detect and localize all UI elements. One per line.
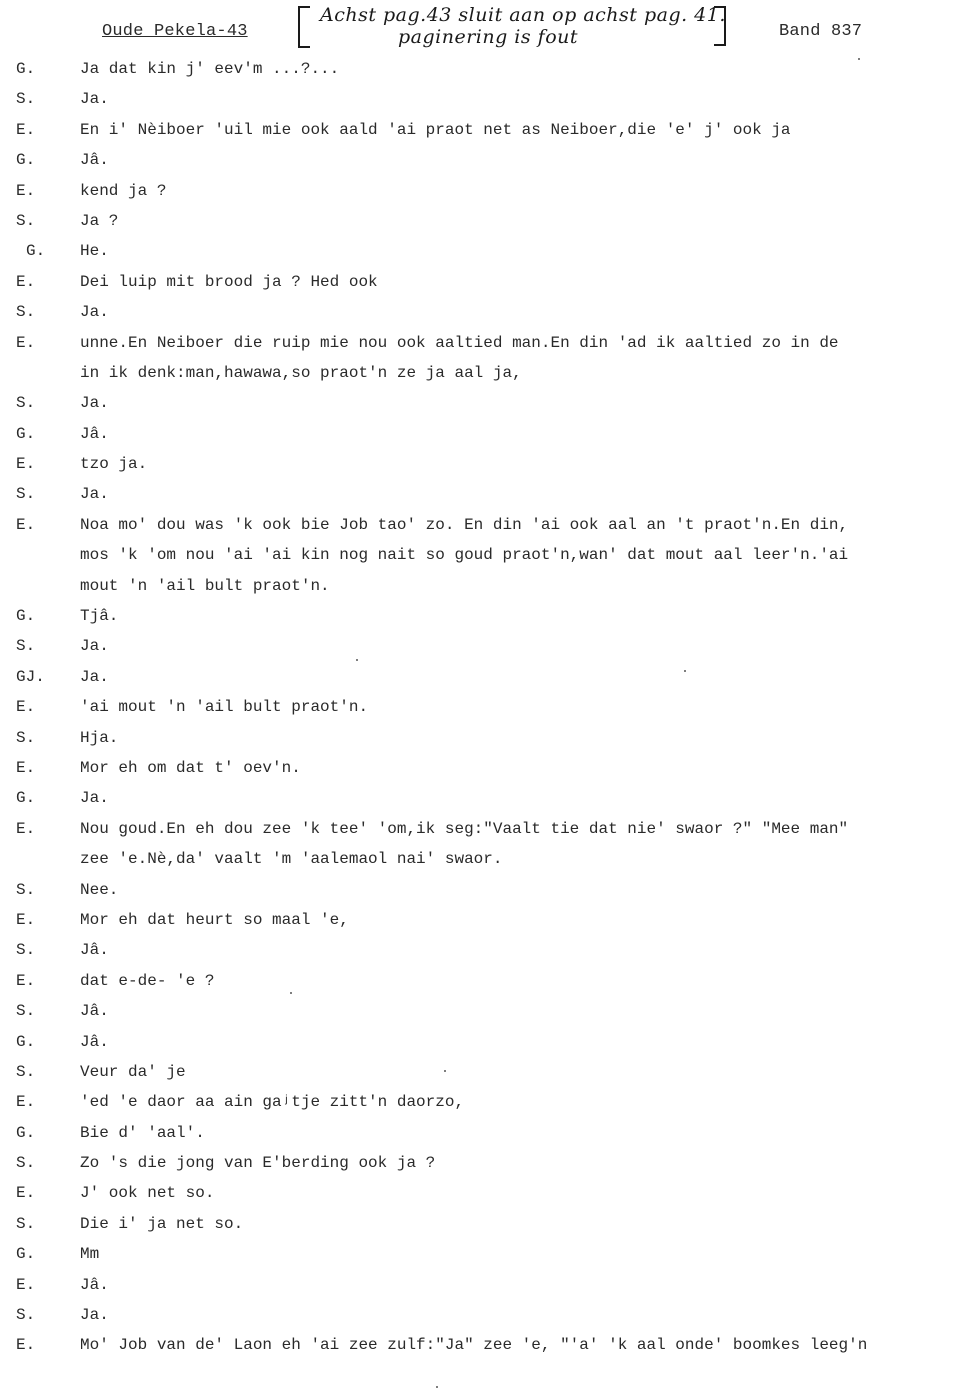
utterance-text: Ja.	[80, 789, 109, 808]
transcript-line	[0, 449, 973, 479]
speaker-label: G.	[26, 242, 46, 261]
speaker-label: G.	[16, 60, 36, 78]
speaker-label: S.	[16, 1062, 36, 1081]
transcript-line	[0, 783, 973, 813]
utterance-text: Mo' Job van de' Laon eh 'ai zee zulf:"Ja" zee 'e, "'a' 'k aal onde' boomkes leeg'n	[80, 1336, 868, 1355]
utterance-text: Nee.	[80, 880, 119, 899]
utterance-text: Dei luip mit brood ja ? Hed ook	[80, 272, 378, 291]
speaker-label: S.	[16, 394, 36, 413]
speaker-label: G.	[16, 1245, 36, 1264]
speaker-label: S.	[16, 90, 36, 109]
speaker-label: E.	[16, 819, 36, 838]
utterance-text: Ja.	[80, 394, 109, 413]
speaker-label: GJ.	[16, 667, 45, 686]
utterance-text: Jâ.	[80, 1002, 109, 1021]
transcript-line	[0, 1209, 973, 1239]
transcript-line	[0, 662, 973, 692]
utterance-text: mos 'k 'om nou 'ai 'ai kin nog nait so goud praot'n,wan' dat mout aal leer'n.'ai	[80, 546, 849, 565]
speaker-label: S.	[16, 1214, 36, 1233]
speaker-label: E.	[16, 758, 36, 777]
transcript-body	[0, 54, 973, 1361]
transcript-line	[0, 1330, 973, 1360]
transcript-line	[0, 510, 973, 540]
speaker-label: S.	[16, 880, 36, 899]
transcript-line	[0, 875, 973, 905]
transcript-line	[0, 358, 973, 388]
transcript-line	[0, 631, 973, 661]
utterance-text: Ja.	[80, 303, 109, 322]
transcript-line	[0, 388, 973, 418]
transcript-line	[0, 1027, 973, 1057]
transcript-line	[0, 176, 973, 206]
transcript-line	[0, 723, 973, 753]
utterance-text: zee 'e.Nè,da' vaalt 'm 'aalemaol nai' swaor.	[80, 850, 503, 869]
speaker-label: E.	[16, 971, 36, 990]
transcript-line	[0, 84, 973, 114]
handwritten-note-line-2: paginering is fout	[398, 26, 579, 48]
speaker-label: E.	[16, 181, 36, 200]
utterance-text: Ja.	[80, 667, 109, 686]
note-bracket-left	[298, 6, 310, 48]
utterance-text: Ja ?	[80, 211, 119, 230]
utterance-text: 'ai mout 'n 'ail bult praot'n.	[80, 698, 369, 717]
speaker-label: S.	[16, 637, 36, 656]
transcript-line	[0, 1270, 973, 1300]
speaker-label: G.	[16, 607, 36, 626]
speaker-label: E.	[16, 698, 36, 717]
speaker-label: G.	[16, 151, 36, 170]
scan-speck	[290, 992, 292, 994]
transcript-line	[0, 935, 973, 965]
scan-speck	[356, 659, 358, 661]
utterance-text: Ja.	[80, 1306, 109, 1325]
utterance-text: Veur da' je	[80, 1062, 186, 1081]
page-title: Oude Pekela-43	[102, 22, 248, 41]
utterance-text: in ik denk:man,hawawa,so praot'n ze ja aal ja,	[80, 363, 522, 382]
utterance-text: Tjâ.	[80, 607, 119, 626]
transcript-line	[0, 145, 973, 175]
scan-speck	[684, 670, 686, 672]
utterance-text: dat e-de- 'e ?	[80, 971, 215, 990]
transcript-line	[0, 692, 973, 722]
speaker-label: E.	[16, 455, 36, 474]
speaker-label: S.	[16, 303, 36, 322]
utterance-text: Nou goud.En eh dou zee 'k tee' 'om,ik seg:"Vaalt tie dat nie' swaor ?" "Mee man"	[80, 819, 849, 838]
utterance-text: En i' Nèiboer 'uil mie ook aald 'ai praot net as Neiboer,die 'e' j' ook ja	[80, 120, 791, 139]
transcript-line	[0, 571, 973, 601]
speaker-label: G.	[16, 1032, 36, 1051]
transcript-line	[0, 1148, 973, 1178]
transcript-line	[0, 844, 973, 874]
transcript-line	[0, 1300, 973, 1330]
scan-speck	[436, 1386, 438, 1388]
transcript-line	[0, 753, 973, 783]
speaker-label: G.	[16, 1123, 36, 1142]
transcript-line	[0, 601, 973, 631]
transcript-line	[0, 1057, 973, 1087]
utterance-text: Mor eh om dat t' oev'n.	[80, 758, 301, 777]
transcript-line	[0, 328, 973, 358]
transcript-line	[0, 996, 973, 1026]
speaker-label: E.	[16, 515, 36, 534]
transcript-line	[0, 905, 973, 935]
utterance-text: He.	[80, 242, 109, 261]
speaker-label: S.	[16, 1306, 36, 1325]
speaker-label: S.	[16, 728, 36, 747]
transcript-line	[0, 115, 973, 145]
speaker-label: S.	[16, 211, 36, 230]
utterance-text: J' ook net so.	[80, 1184, 215, 1203]
utterance-text: Mm	[80, 1245, 100, 1264]
transcript-line	[0, 54, 973, 84]
utterance-text: Die i' ja net so.	[80, 1214, 244, 1233]
speaker-label: E.	[16, 910, 36, 929]
speaker-label: S.	[16, 485, 36, 504]
utterance-text: Mor eh dat heurt so maal 'e,	[80, 910, 349, 929]
transcript-line	[0, 1087, 973, 1117]
utterance-text: Jâ.	[80, 1275, 109, 1294]
speaker-label: G.	[16, 424, 36, 443]
speaker-label: G.	[16, 789, 36, 808]
transcript-line	[0, 297, 973, 327]
utterance-text: Ja.	[80, 637, 109, 656]
speaker-label: S.	[16, 1154, 36, 1173]
scan-speck	[444, 1070, 446, 1072]
transcript-line	[0, 540, 973, 570]
note-bracket-right	[714, 6, 726, 46]
speaker-label: S.	[16, 1002, 36, 1021]
utterance-text: Ja.	[80, 485, 109, 504]
utterance-text: 'ed 'e daor aa ain gaʲtje zitt'n daorzo,	[80, 1093, 465, 1112]
tape-number: Band 837	[779, 22, 863, 41]
speaker-label: E.	[16, 272, 36, 291]
utterance-text: Jâ.	[80, 941, 109, 960]
utterance-text: kend ja ?	[80, 181, 167, 200]
utterance-text: tzo ja.	[80, 455, 148, 474]
transcript-line	[0, 267, 973, 297]
speaker-label: S.	[16, 941, 36, 960]
utterance-text: Ja.	[80, 90, 109, 109]
utterance-text: Zo 's die jong van E'berding ook ja ?	[80, 1154, 436, 1173]
utterance-text: unne.En Neiboer die ruip mie nou ook aaltied man.En din 'ad ik aaltied zo in de	[80, 333, 839, 352]
utterance-text: Jâ.	[80, 151, 109, 170]
handwritten-note-line-1: Achst pag.43 sluit aan op achst pag. 41.	[320, 4, 726, 26]
speaker-label: E.	[16, 1184, 36, 1203]
utterance-text: Jâ.	[80, 424, 109, 443]
transcript-line	[0, 479, 973, 509]
utterance-text: mout 'n 'ail bult praot'n.	[80, 576, 330, 595]
utterance-text: Hja.	[80, 728, 119, 747]
transcript-line	[0, 236, 973, 266]
transcript-line	[0, 206, 973, 236]
speaker-label: E.	[16, 1336, 36, 1355]
utterance-text: Ja dat kin j' eev'm ...?...	[80, 60, 340, 78]
scan-speck	[858, 58, 860, 60]
transcript-line	[0, 1178, 973, 1208]
transcript-line	[0, 1239, 973, 1269]
utterance-text: Noa mo' dou was 'k ook bie Job tao' zo. En din 'ai ook aal an 't praot'n.En din,	[80, 515, 849, 534]
speaker-label: E.	[16, 120, 36, 139]
speaker-label: E.	[16, 1093, 36, 1112]
transcript-line	[0, 814, 973, 844]
speaker-label: E.	[16, 1275, 36, 1294]
handwritten-note	[298, 2, 730, 54]
speaker-label: E.	[16, 333, 36, 352]
transcript-line	[0, 1118, 973, 1148]
utterance-text: Bie d' 'aal'.	[80, 1123, 205, 1142]
transcript-line	[0, 419, 973, 449]
utterance-text: Jâ.	[80, 1032, 109, 1051]
transcript-line	[0, 966, 973, 996]
